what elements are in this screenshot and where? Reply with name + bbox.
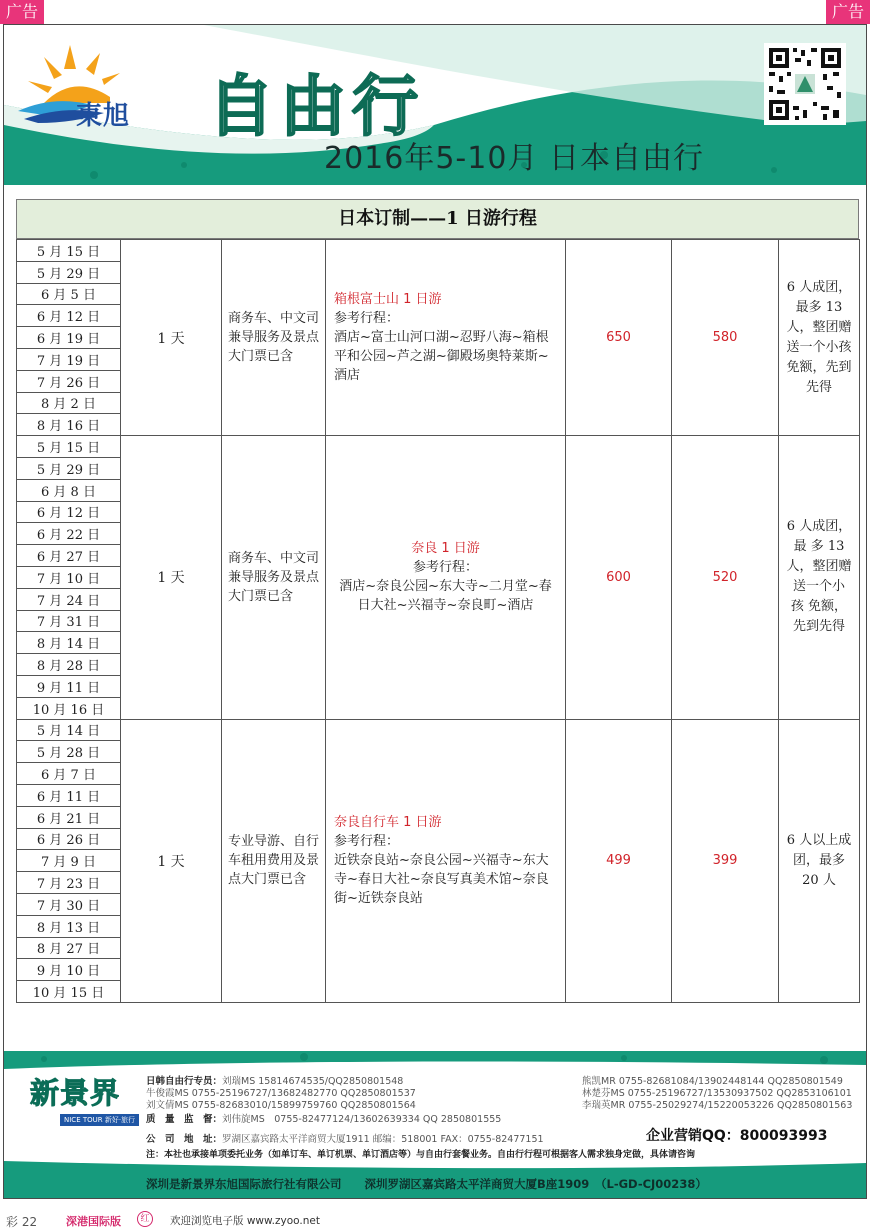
service-cell: 商务车、中文司兼导服务及景点大门票已含 <box>222 436 326 719</box>
route-detail: 近铁奈良站~奈良公园~兴福寺~东大寺~春日大社~奈良写真美术馆~奈良街~近铁奈良站 <box>334 853 549 907</box>
departure-date: 6 月 22 日 <box>17 523 121 545</box>
qr-code <box>764 43 846 125</box>
contact-line: 日韩自由行专员：刘瑞MS 15814674535/QQ2850801548 熊凯MR 0755-82681084/13902448144 QQ2850801549 <box>146 1076 843 1087</box>
website-link[interactable]: 欢迎浏览电子版 www.zyoo.net <box>170 1215 320 1227</box>
route-ref-label: 参考行程： <box>334 311 400 327</box>
page-subtitle: 2016年5-10月 日本自由行 <box>324 141 704 176</box>
departure-date: 6 月 7 日 <box>17 763 121 785</box>
service-cell: 商务车、中文司兼导服务及景点大门票已含 <box>222 240 326 436</box>
departure-date: 10 月 16 日 <box>17 697 121 719</box>
departure-date: 5 月 28 日 <box>17 741 121 763</box>
footer-banner <box>4 1051 866 1199</box>
route-ref-label: 参考行程： <box>334 834 400 850</box>
departure-date: 6 月 8 日 <box>17 479 121 501</box>
page-title: 自由行 <box>208 67 424 145</box>
nice-tour-sub: NICE TOUR 新好·旅行 <box>60 1114 139 1126</box>
contact-line: 公 司 地 址：罗湖区嘉宾路太平洋商贸大厦1911 邮编：518001 FAX：0755-82477151 <box>146 1134 544 1145</box>
route-detail: 酒店~富士山河口湖~忍野八海~箱根平和公园~芦之湖~御殿场奥特莱斯~酒店 <box>334 330 549 384</box>
nice-tour-name: 新景界 <box>30 1076 121 1110</box>
price-adult: 650 <box>566 240 672 436</box>
departure-date: 5 月 29 日 <box>17 261 121 283</box>
table-row <box>17 719 860 741</box>
ad-tag-left: 广告 <box>0 0 44 24</box>
footer-note: 注：本社也承接单项委托业务（如单订车、单订机票、单订酒店等）与自由行套餐业务。自由行行程可根据客人需求独身定做，具体请咨询 <box>146 1150 696 1160</box>
departure-date: 6 月 12 日 <box>17 305 121 327</box>
departure-date: 8 月 16 日 <box>17 414 121 436</box>
group-note: 6 人成团，最 多 13 人，整团赠送一个小 孩 免额，先到先得 <box>779 436 860 719</box>
departure-date: 8 月 2 日 <box>17 392 121 414</box>
table-row <box>17 240 860 262</box>
duration-cell: 1 天 <box>121 719 222 1002</box>
table-row <box>17 436 860 458</box>
route-cell <box>326 240 566 436</box>
route-name: 箱根富士山 1 日游 <box>334 292 442 308</box>
service-cell: 专业导游、自行车租用费用及景点大门票已含 <box>222 719 326 1002</box>
departure-date: 6 月 19 日 <box>17 327 121 349</box>
table-title: 日本订制——1 日游行程 <box>16 199 859 239</box>
departure-date: 8 月 27 日 <box>17 937 121 959</box>
group-note: 6 人成团，最多 13 人，整团赠送一个小孩免额，先到先得 <box>779 240 860 436</box>
contact-line: 刘文倩MS 0755-82683010/15899759760 QQ2850801564 李瑞英MR 0755-25029274/15220053226 QQ2850801563 <box>146 1100 853 1111</box>
route-cell <box>326 719 566 1002</box>
contact-line: 质 量 监 督：刘伟旋MS 0755-82477124/13602639334 QQ 2850801555 <box>146 1114 502 1125</box>
itinerary-table <box>16 199 859 1003</box>
contact-line: 牛俊霞MS 0755-25196727/13682482770 QQ2850801537 林楚芬MS 0755-25196727/13530937502 QQ2853106101 <box>146 1088 852 1099</box>
departure-date: 9 月 10 日 <box>17 959 121 981</box>
departure-date: 7 月 31 日 <box>17 610 121 632</box>
route-ref-label: 参考行程： <box>412 560 478 576</box>
group-note: 6 人以上成团，最多 20 人 <box>779 719 860 1002</box>
red-icon: 红 <box>137 1211 153 1227</box>
duration-cell: 1 天 <box>121 436 222 719</box>
departure-date: 9 月 11 日 <box>17 675 121 697</box>
departure-date: 10 月 15 日 <box>17 981 121 1003</box>
route-name: 奈良 1 日游 <box>411 541 480 557</box>
departure-date: 6 月 12 日 <box>17 501 121 523</box>
departure-date: 7 月 24 日 <box>17 588 121 610</box>
price-child: 520 <box>672 436 779 719</box>
ad-tag-right: 广告 <box>826 0 870 24</box>
departure-date: 6 月 21 日 <box>17 806 121 828</box>
route-cell <box>326 436 566 719</box>
departure-date: 7 月 23 日 <box>17 872 121 894</box>
duration-cell: 1 天 <box>121 240 222 436</box>
company-info: 深圳是新景界东旭国际旅行社有限公司 深圳罗湖区嘉宾路太平洋商贸大厦B座1909 （L-GD-CJ00238） <box>146 1177 707 1191</box>
departure-date: 6 月 5 日 <box>17 283 121 305</box>
departure-date: 7 月 19 日 <box>17 348 121 370</box>
departure-date: 5 月 14 日 <box>17 719 121 741</box>
route-name: 奈良自行车 1 日游 <box>334 815 442 831</box>
departure-date: 5 月 29 日 <box>17 457 121 479</box>
departure-date: 8 月 28 日 <box>17 654 121 676</box>
itinerary-grid <box>16 239 860 1003</box>
edition-label: 深港国际版 <box>66 1215 121 1228</box>
departure-date: 7 月 30 日 <box>17 893 121 915</box>
departure-date: 7 月 9 日 <box>17 850 121 872</box>
departure-date: 8 月 13 日 <box>17 915 121 937</box>
departure-date: 5 月 15 日 <box>17 240 121 262</box>
departure-date: 6 月 26 日 <box>17 828 121 850</box>
price-adult: 499 <box>566 719 672 1002</box>
price-adult: 600 <box>566 436 672 719</box>
enterprise-qq: 企业营销QQ：800093993 <box>646 1128 828 1144</box>
brand-name: 東旭 <box>76 101 131 131</box>
departure-date: 6 月 27 日 <box>17 545 121 567</box>
departure-date: 5 月 15 日 <box>17 436 121 458</box>
page-frame <box>3 24 867 1199</box>
departure-date: 7 月 26 日 <box>17 370 121 392</box>
departure-date: 8 月 14 日 <box>17 632 121 654</box>
bottom-bar <box>0 1206 870 1230</box>
price-child: 580 <box>672 240 779 436</box>
departure-date: 7 月 10 日 <box>17 566 121 588</box>
price-child: 399 <box>672 719 779 1002</box>
departure-date: 6 月 11 日 <box>17 784 121 806</box>
header-banner <box>4 25 866 185</box>
route-detail: 酒店~奈良公园~东大寺~二月堂~春日大社~兴福寺~奈良町~酒店 <box>339 579 552 614</box>
page-number: 彩 22 <box>6 1215 38 1229</box>
